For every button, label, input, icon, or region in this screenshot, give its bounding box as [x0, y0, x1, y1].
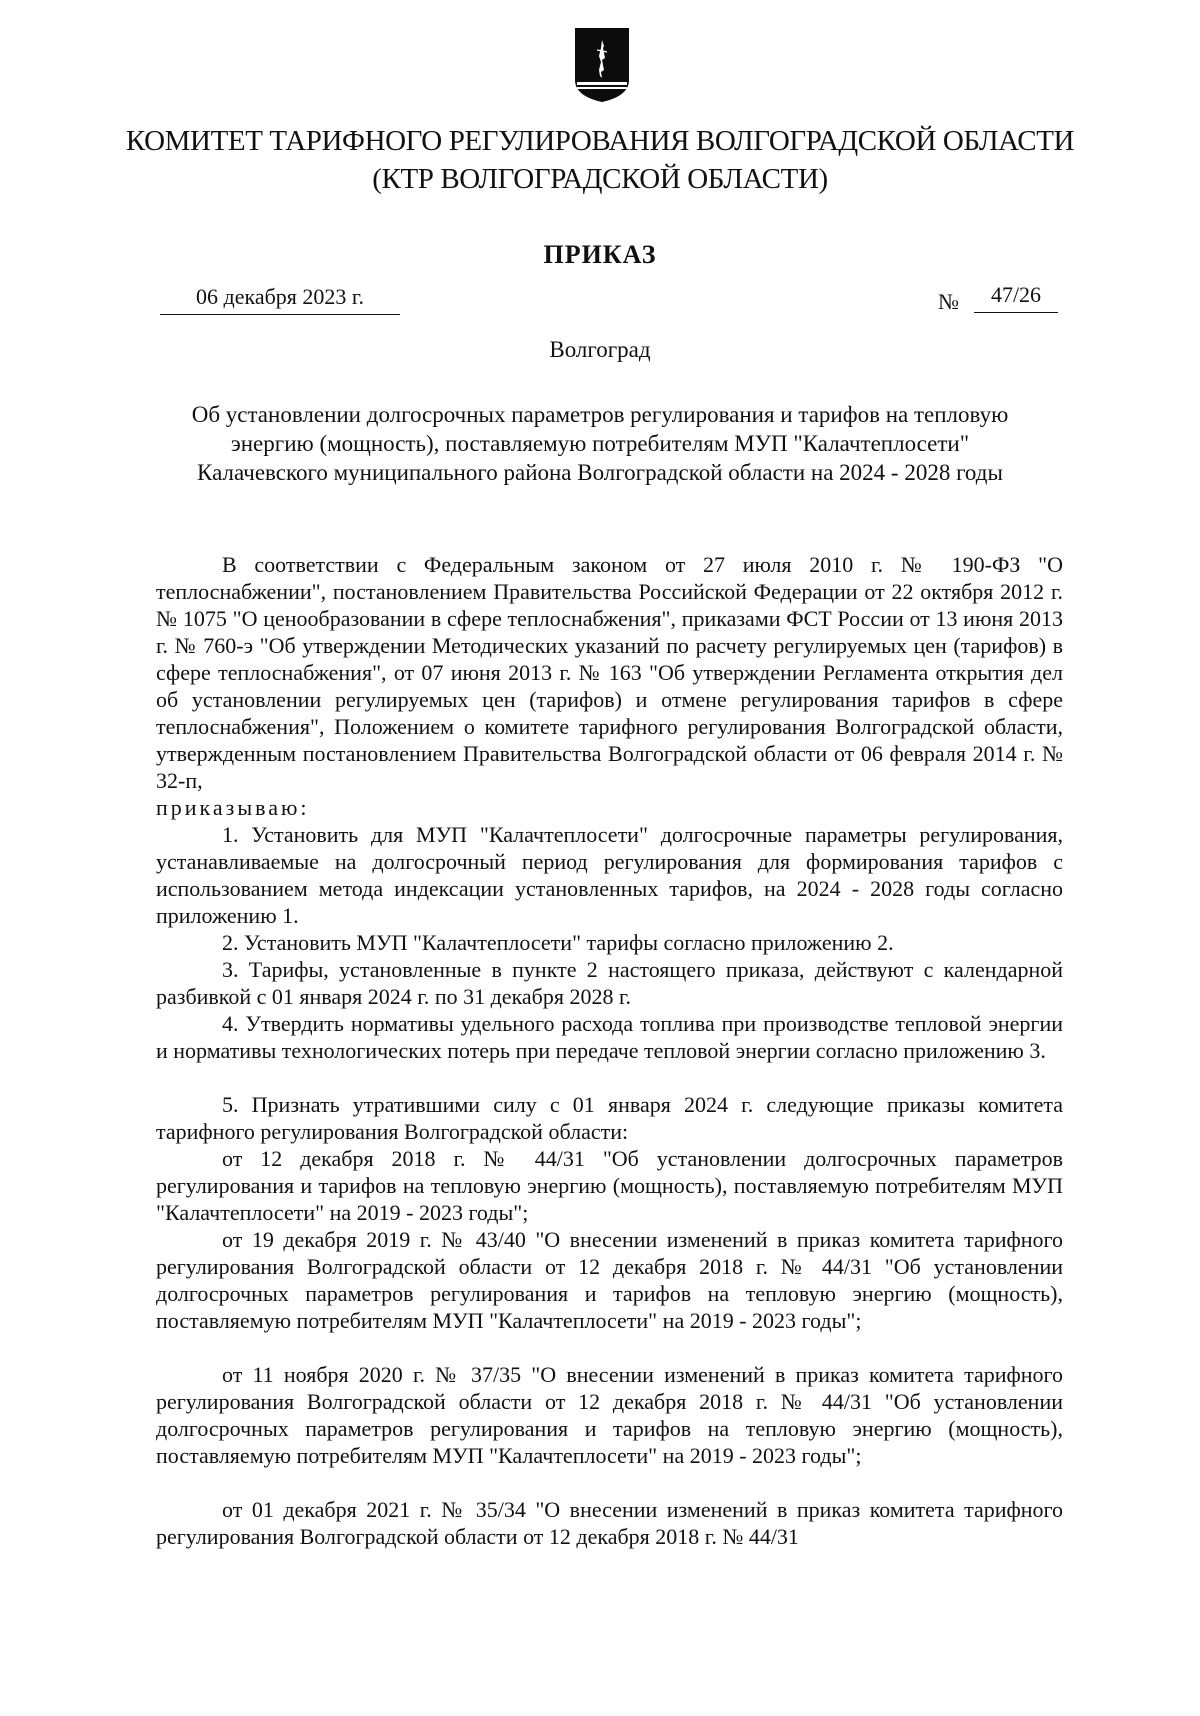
subject-line: энергию (мощность), поставляемую потребителям МУП "Калачтеплосети"	[230, 431, 970, 456]
order-item: 2. Установить МУП "Калачтеплосети" тарифы согласно приложению 2.	[222, 930, 894, 955]
order-item: 4. Утвердить нормативы удельного расхода топлива при производстве тепловой энергии и нормативы технологических потерь при передаче тепловой энергии согласно приложению 3.	[156, 1011, 1063, 1063]
repealed-order-item: от 19 декабря 2019 г. № 43/40 "О внесении изменений в приказ комитета тарифного регулирования Волгоградской области от 12 декабря 2018 г. № 44/31 "Об установлении долгосрочных параметров регулирования и тарифов на тепловую энергию (мощность), поставляемую потребителям МУП "Калачтеплосети" на 2019 - 2023 годы";	[156, 1227, 1063, 1333]
repealed-order-item: от 01 декабря 2021 г. № 35/34 "О внесении изменений в приказ комитета тарифного регулирования Волгоградской области от 12 декабря 2018 г. № 44/31	[156, 1497, 1063, 1549]
number-label: №	[938, 289, 959, 314]
order-item: 5. Признать утратившими силу с 01 января 2024 г. следующие приказы комитета тарифного регулирования Волгоградской области:	[156, 1092, 1063, 1144]
document-date: 06 декабря 2023 г.	[160, 284, 400, 315]
coat-of-arms-emblem	[573, 26, 631, 104]
repealed-order-item: от 11 ноября 2020 г. № 37/35 "О внесении изменений в приказ комитета тарифного регулирования Волгоградской области от 12 декабря 2018 г. № 44/31 "Об установлении долгосрочных параметров регулирования и тарифов на тепловую энергию (мощность), поставляемую потребителям МУП "Калачтеплосети" на 2019 - 2023 годы";	[156, 1362, 1063, 1468]
subject-line: Об установлении долгосрочных параметров регулирования и тарифов на тепловую	[191, 402, 1009, 427]
preamble-paragraph: В соответствии с Федеральным законом от 27 июля 2010 г. № 190-ФЗ "О теплоснабжении", постановлением Правительства Российской Федерации от 22 октября 2012 г. № 1075 "О ценообразовании в сфере теплоснабжения", приказами ФСТ России от 13 июня 2013 г. № 760-э "Об утверждении Методических указаний по расчету регулируемых цен (тарифов) в сфере теплоснабжения", от 07 июня 2013 г. № 163 "Об утверждении Регламента открытия дел об установлении регулируемых цен (тарифов) и отмене регулирования тарифов в сфере теплоснабжения", Положением о комитете тарифного регулирования Волгоградской области, утвержденным постановлением Правительства Волгоградской области от 06 февраля 2014 г. № 32-п,	[156, 552, 1063, 793]
document-title: ПРИКАЗ	[543, 240, 657, 269]
document-number: 47/26	[974, 282, 1058, 313]
orders-word: приказываю:	[156, 795, 310, 820]
document-city: Волгоград	[549, 337, 651, 362]
subject-line: Калачевского муниципального района Волгоградской области на 2024 - 2028 годы	[197, 460, 1003, 485]
order-item: 3. Тарифы, установленные в пункте 2 настоящего приказа, действуют с календарной разбивкой с 01 января 2024 г. по 31 декабря 2028 г.	[156, 957, 1063, 1009]
order-item: 1. Установить для МУП "Калачтеплосети" долгосрочные параметры регулирования, устанавливаемые на долгосрочный период регулирования для формирования тарифов с использованием метода индексации установленных тарифов, на 2024 - 2028 годы согласно приложению 1.	[156, 822, 1063, 928]
repealed-order-item: от 12 декабря 2018 г. № 44/31 "Об установлении долгосрочных параметров регулирования и тарифов на тепловую энергию (мощность), поставляемую потребителям МУП "Калачтеплосети" на 2019 - 2023 годы";	[156, 1146, 1063, 1225]
committee-short-name: (КТР ВОЛГОГРАДСКОЙ ОБЛАСТИ)	[372, 163, 828, 195]
committee-name: КОМИТЕТ ТАРИФНОГО РЕГУЛИРОВАНИЯ ВОЛГОГРАДСКОЙ ОБЛАСТИ	[125, 125, 1075, 157]
